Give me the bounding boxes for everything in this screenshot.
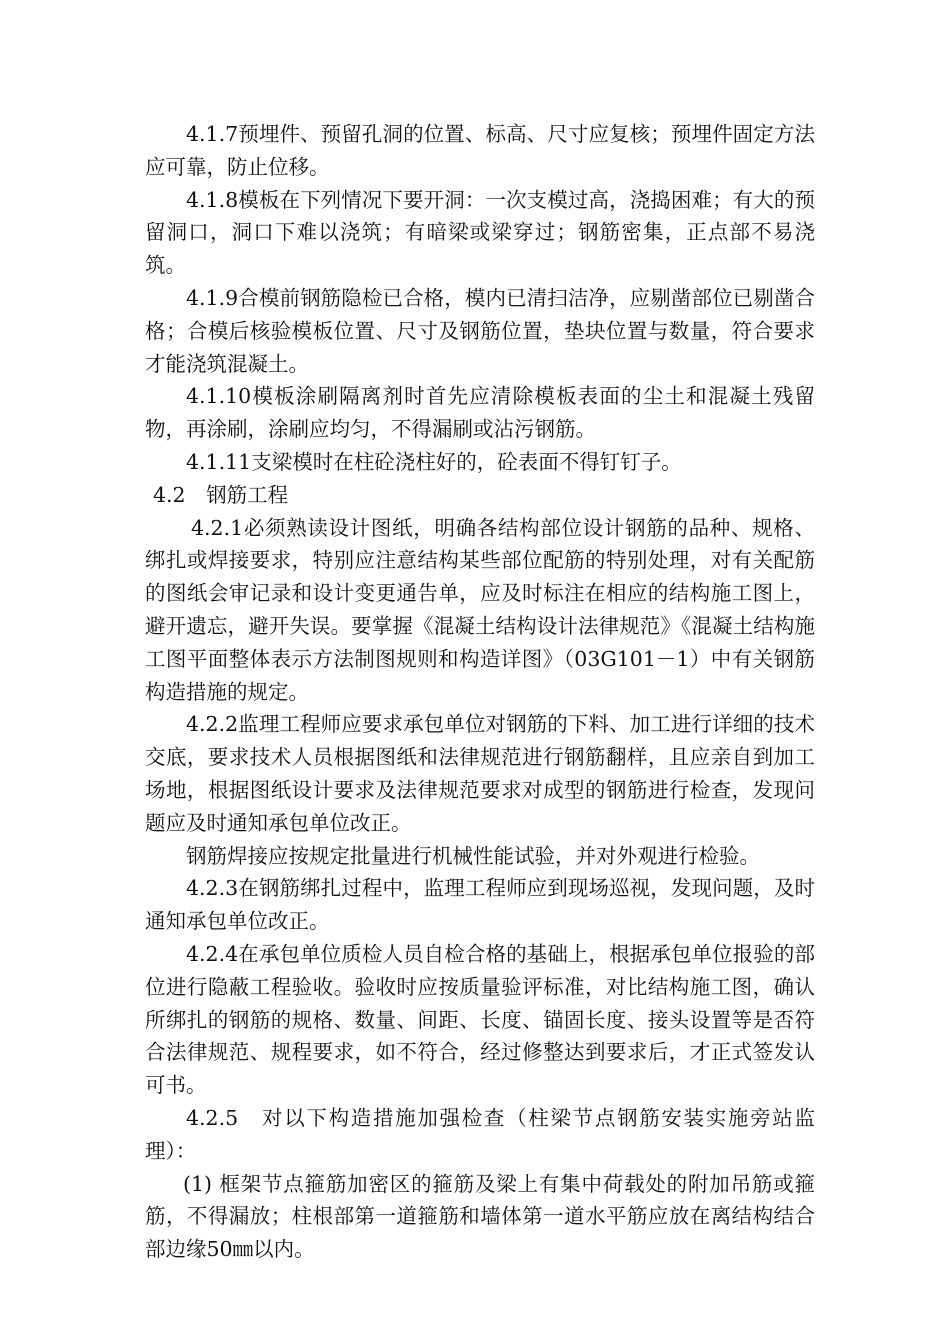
paragraph-4-2-2: 4.2.2监理工程师应要求承包单位对钢筋的下料、加工进行详细的技术交底，要求技术人员根据图纸和法律规范进行钢筋翻样，且应亲自到加工场地，根据图纸设计要求及法律规范要求对成型的钢筋进行检查，发现问题应及时通知承包单位改正。 bbox=[145, 712, 815, 835]
paragraph-4-1-7: 4.1.7预埋件、预留孔洞的位置、标高、尺寸应复核；预埋件固定方法应可靠，防止位移。 bbox=[145, 122, 815, 179]
paragraph-4-1-9: 4.1.9合模前钢筋隐检已合格，模内已清扫洁净，应剔凿部位已剔凿合格；合模后核验模板位置、尺寸及钢筋位置，垫块位置与数量，符合要求才能浇筑混凝土。 bbox=[145, 285, 815, 376]
paragraph-4-2-4: 4.2.4在承包单位质检人员自检合格的基础上，根据承包单位报验的部位进行隐蔽工程验收。验收时应按质量验评标准，对比结构施工图，确认所绑扎的钢筋的规格、数量、间距、长度、锚固长度、接头设置等是否符合法律规范、规程要求，如不符合，经过修整达到要求后，才正式签发认可书。 bbox=[145, 941, 815, 1098]
paragraph-4-1-8: 4.1.8模板在下列情况下要开洞：一次支模过高，浇捣困难；有大的预留洞口，洞口下难以浇筑；有暗梁或梁穿过；钢筋密集，正点部不易浇筑。 bbox=[145, 187, 815, 278]
list-item-1: (1) 框架节点箍筋加密区的箍筋及梁上有集中荷载处的附加吊筋或箍筋，不得漏放；柱根部第一道箍筋和墙体第一道水平筋应放在离结构结合部边缘50㎜以内。 bbox=[145, 1171, 815, 1262]
paragraph-4-2-1: 4.2.1必须熟读设计图纸，明确各结构部位设计钢筋的品种、规格、绑扎或焊接要求，特别应注意结构某些部位配筋的特别处理，对有关配筋的图纸会审记录和设计变更通告单，应及时标注在相应的结构施工图上，避开遗忘，避开失误。要掌握《混凝土结构设计法律规范》《混凝土结构施工图平面整体表示方法制图规则和构造详图》（03G101－1）中有关钢筋构造措施的规定。 bbox=[145, 515, 815, 704]
paragraph-4-1-10: 4.1.10模板涂刷隔离剂时首先应清除模板表面的尘土和混凝土残留物，再涂刷，涂刷应均匀，不得漏刷或沾污钢筋。 bbox=[145, 384, 815, 442]
document-body bbox=[145, 118, 815, 1266]
paragraph-4-2-5: 4.2.5 对以下构造措施加强检查（柱梁节点钢筋安装实施旁站监理）： bbox=[145, 1105, 815, 1163]
section-heading-4-2: 4.2 钢筋工程 bbox=[153, 482, 289, 507]
paragraph-4-1-11: 4.1.11支梁模时在柱砼浇柱好的，砼表面不得钉钉子。 bbox=[186, 449, 682, 474]
paragraph-welding: 钢筋焊接应按规定批量进行机械性能试验，并对外观进行检验。 bbox=[186, 843, 760, 868]
paragraph-4-2-3: 4.2.3在钢筋绑扎过程中，监理工程师应到现场巡视，发现问题，及时通知承包单位改正。 bbox=[145, 876, 815, 934]
